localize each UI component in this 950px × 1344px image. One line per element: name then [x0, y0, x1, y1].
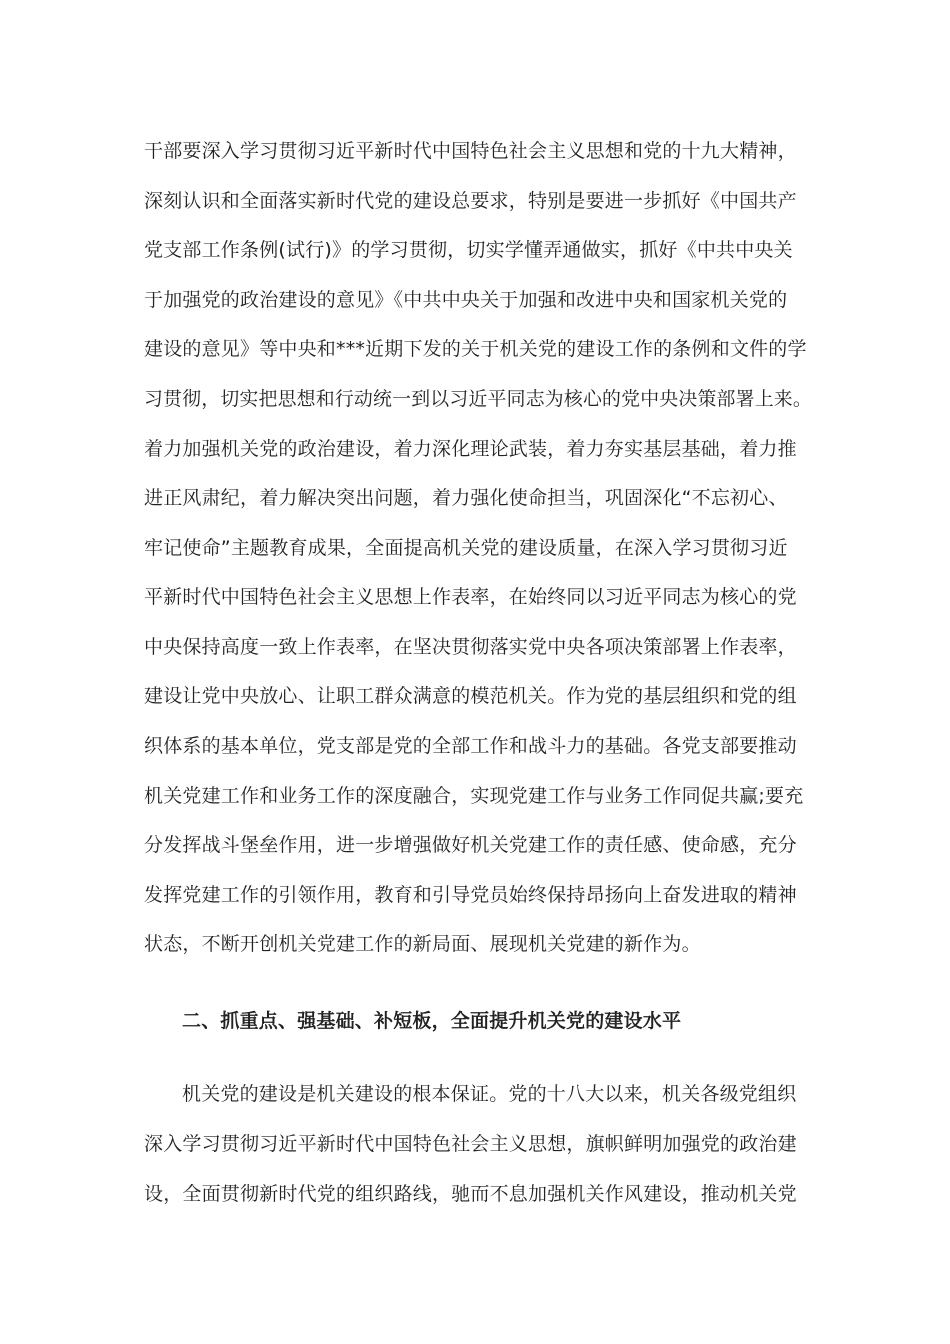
paragraph-line: 织体系的基本单位，党支部是党的全部工作和战斗力的基础。各党支部要推动	[144, 735, 797, 757]
paragraph-line: 设，全面贯彻新时代党的组织路线，驰而不息加强机关作风建设，推动机关党	[144, 1183, 797, 1205]
paragraph-line: 机关党建工作和业务工作的深度融合，实现党建工作与业务工作同促共赢;要充	[144, 785, 804, 807]
paragraph-line: 机关党的建设是机关建设的根本保证。党的十八大以来，机关各级党组织	[182, 1083, 797, 1105]
paragraph-line: 着力加强机关党的政治建设，着力深化理论武装，着力夯实基层基础，着力推	[144, 438, 797, 460]
paragraph-line: 深刻认识和全面落实新时代党的建设总要求，特别是要进一步抓好《中国共产	[144, 190, 797, 212]
paragraph-line: 建设让党中央放心、让职工群众满意的模范机关。作为党的基层组织和党的组	[144, 685, 797, 707]
paragraph-line: 干部要深入学习贯彻习近平新时代中国特色社会主义思想和党的十九大精神，	[144, 140, 797, 162]
section-heading: 二、抓重点、强基础、补短板，全面提升机关党的建设水平	[182, 1010, 682, 1032]
paragraph-line: 深入学习贯彻习近平新时代中国特色社会主义思想，旗帜鲜明加强党的政治建	[144, 1133, 797, 1155]
paragraph-line: 发挥党建工作的引领作用，教育和引导党员始终保持昂扬向上奋发进取的精神	[144, 884, 797, 906]
paragraph-line: 习贯彻，切实把思想和行动统一到以习近平同志为核心的党中央决策部署上来。	[144, 388, 812, 410]
paragraph-line: 平新时代中国特色社会主义思想上作表率，在始终同以习近平同志为核心的党	[144, 586, 797, 608]
paragraph-line: 建设的意见》等中央和***近期下发的关于机关党的建设工作的条例和文件的学	[144, 338, 807, 360]
paragraph-line: 牢记使命”主题教育成果，全面提高机关党的建设质量，在深入学习贯彻习近	[144, 537, 788, 559]
paragraph-line: 状态，不断开创机关党建工作的新局面、展现机关党建的新作为。	[144, 933, 701, 955]
paragraph-line: 分发挥战斗堡垒作用，进一步增强做好机关党建工作的责任感、使命感，充分	[144, 834, 797, 856]
paragraph-line: 于加强党的政治建设的意见》《中共中央关于加强和改进中央和国家机关党的	[144, 289, 788, 311]
paragraph-line: 中央保持高度一致上作表率，在坚决贯彻落实党中央各项决策部署上作表率，	[144, 636, 797, 658]
paragraph-line: 进正风肃纪，着力解决突出问题，着力强化使命担当，巩固深化“不忘初心、	[144, 487, 788, 509]
paragraph-line: 党支部工作条例(试行)》的学习贯彻，切实学懂弄通做实，抓好《中共中央关	[144, 239, 793, 261]
